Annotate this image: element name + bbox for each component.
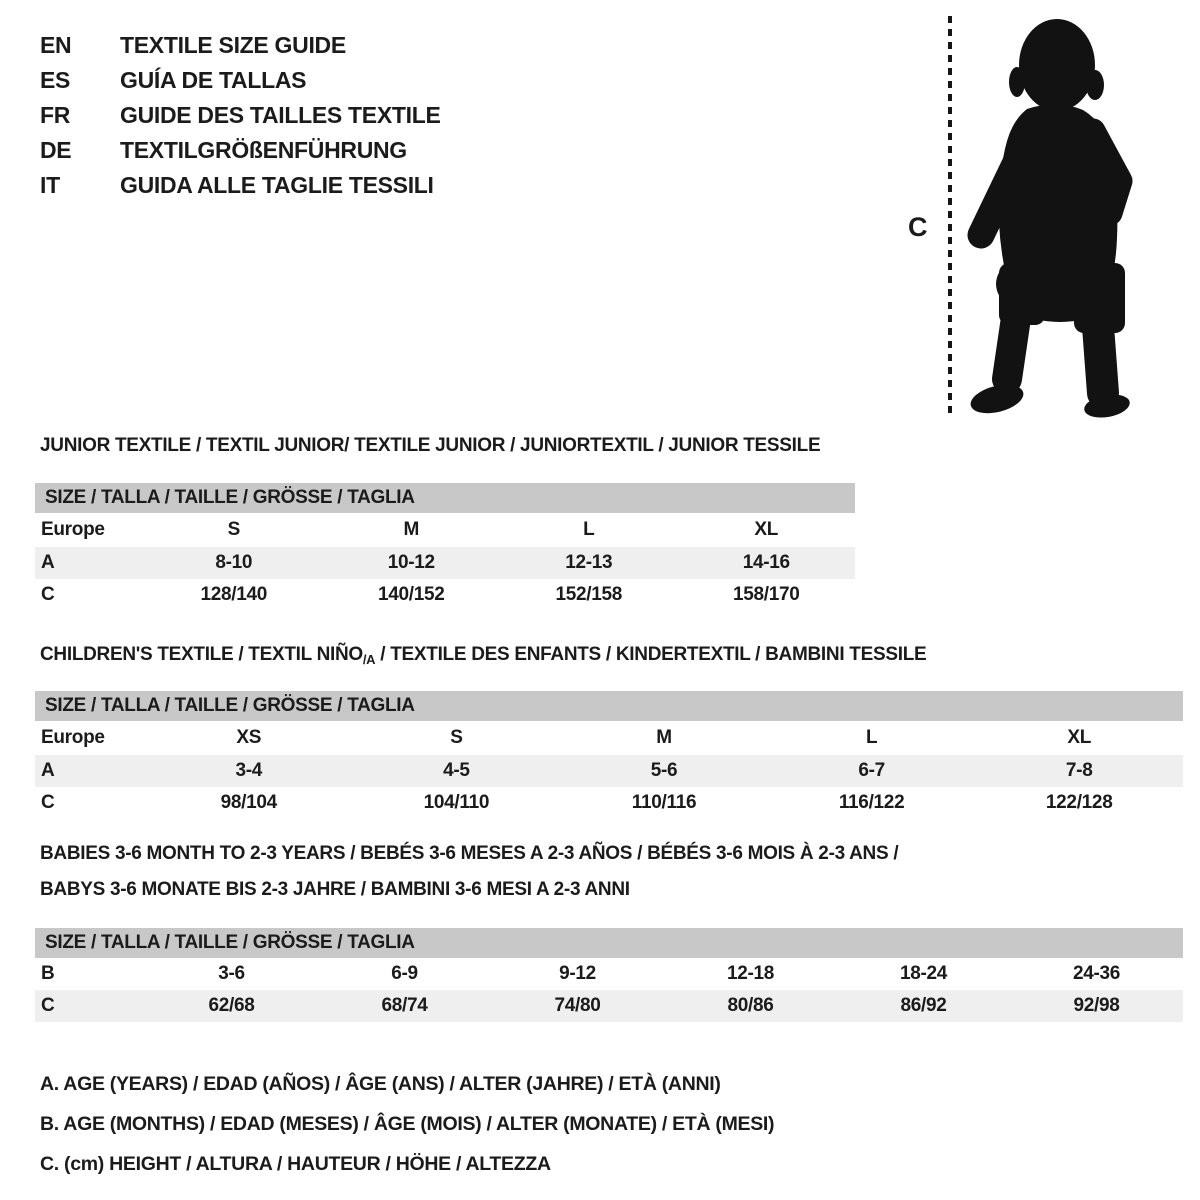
table-cell: 6-9 xyxy=(391,963,418,984)
table-cell: 98/104 xyxy=(220,792,277,813)
table-cell: 12-13 xyxy=(565,552,613,573)
babies-size-table xyxy=(35,928,1183,1022)
language-code: DE xyxy=(40,137,72,163)
table-cell: 3-4 xyxy=(235,760,263,781)
column-header: XL xyxy=(1067,727,1092,748)
guide-title: GUIDE DES TAILLES TEXTILE xyxy=(120,102,441,128)
language-row-en xyxy=(40,28,441,63)
guide-title: TEXTILGRÖßENFÜHRUNG xyxy=(120,137,407,163)
children-title-text: CHILDREN'S TEXTILE / TEXTIL NIÑO xyxy=(40,644,363,665)
table-cell: 80/86 xyxy=(727,995,774,1016)
language-row-de xyxy=(40,133,441,168)
table-row-B xyxy=(35,958,1183,990)
language-row-it xyxy=(40,168,441,203)
language-code: EN xyxy=(40,32,72,58)
row-label: A xyxy=(41,760,55,781)
table-cell: 3-6 xyxy=(218,963,245,984)
table-cell: 122/128 xyxy=(1045,792,1113,813)
row-label: A xyxy=(41,552,55,573)
size-header-bar: SIZE / TALLA / TAILLE / GRÖSSE / TAGLIA xyxy=(35,483,855,513)
column-header: L xyxy=(865,727,878,748)
row-label: C xyxy=(41,584,55,605)
table-cell: 62/68 xyxy=(208,995,255,1016)
children-title-text: / TEXTILE DES ENFANTS / KINDERTEXTIL / BAMBINI TESSILE xyxy=(375,644,927,665)
table-cell: 158/170 xyxy=(732,584,800,605)
row-label: C xyxy=(41,995,55,1016)
legend-line-c: C. (cm) HEIGHT / ALTURA / HAUTEUR / HÖHE / ALTEZZA xyxy=(40,1153,551,1175)
region-label: Europe xyxy=(41,519,105,540)
table-cell: 74/80 xyxy=(554,995,601,1016)
height-measure-line xyxy=(948,16,952,416)
table-cell: 92/98 xyxy=(1073,995,1120,1016)
legend-line-a: A. AGE (YEARS) / EDAD (AÑOS) / ÂGE (ANS) / ALTER (JAHRE) / ETÀ (ANNI) xyxy=(40,1073,721,1095)
babies-section-title xyxy=(40,836,898,908)
table-cell: 5-6 xyxy=(650,760,678,781)
language-row-es xyxy=(40,63,441,98)
babies-title-line1: BABIES 3-6 MONTH TO 2-3 YEARS / BEBÉS 3-6 MESES A 2-3 AÑOS / BÉBÉS 3-6 MOIS À 2-3 ANS / xyxy=(40,843,899,864)
table-cell: 140/152 xyxy=(377,584,445,605)
table-cell: 14-16 xyxy=(742,552,790,573)
table-cell: 24-36 xyxy=(1072,963,1121,984)
babies-title-line2: BABYS 3-6 MONATE BIS 2-3 JAHRE / BAMBINI 3-6 MESI A 2-3 ANNI xyxy=(40,879,630,900)
children-title-subscript: /A xyxy=(362,652,376,667)
column-header: XS xyxy=(236,727,262,748)
guide-title: GUIDA ALLE TAGLIE TESSILI xyxy=(120,172,434,198)
column-header: S xyxy=(450,727,463,748)
region-label: Europe xyxy=(41,727,105,748)
guide-title: TEXTILE SIZE GUIDE xyxy=(120,32,346,58)
table-cell: 10-12 xyxy=(387,552,435,573)
table-row-C xyxy=(35,579,855,611)
table-cell: 152/158 xyxy=(555,584,623,605)
row-label: B xyxy=(41,963,55,984)
column-header-row xyxy=(35,721,1183,755)
children-size-table xyxy=(35,691,1183,819)
table-row-C xyxy=(35,990,1183,1022)
table-row-A xyxy=(35,755,1183,787)
table-cell: 68/74 xyxy=(381,995,428,1016)
column-header: L xyxy=(583,519,595,540)
table-cell: 8-10 xyxy=(215,552,253,573)
legend-line-b: B. AGE (MONTHS) / EDAD (MESES) / ÂGE (MOIS) / ALTER (MONATE) / ETÀ (MESI) xyxy=(40,1113,775,1135)
height-measure-label: C xyxy=(908,212,928,242)
size-header-bar: SIZE / TALLA / TAILLE / GRÖSSE / TAGLIA xyxy=(35,691,1183,721)
column-header: S xyxy=(227,519,240,540)
junior-section-title: JUNIOR TEXTILE / TEXTIL JUNIOR/ TEXTILE JUNIOR / JUNIORTEXTIL / JUNIOR TESSILE xyxy=(40,435,821,456)
table-cell: 12-18 xyxy=(726,963,775,984)
column-header: M xyxy=(403,519,420,540)
table-cell: 7-8 xyxy=(1065,760,1093,781)
language-title-list xyxy=(40,28,441,203)
children-section-title xyxy=(40,644,926,666)
table-cell: 86/92 xyxy=(900,995,947,1016)
language-code: IT xyxy=(40,172,60,198)
table-cell: 116/122 xyxy=(838,792,905,813)
table-row-C xyxy=(35,787,1183,819)
guide-title: GUÍA DE TALLAS xyxy=(120,67,307,93)
row-label: C xyxy=(41,792,55,813)
language-code: ES xyxy=(40,67,71,93)
table-cell: 104/110 xyxy=(423,792,490,813)
table-cell: 128/140 xyxy=(200,584,268,605)
column-header: XL xyxy=(754,519,779,540)
table-cell: 110/116 xyxy=(631,792,697,813)
table-cell: 6-7 xyxy=(858,760,885,781)
size-header-bar: SIZE / TALLA / TAILLE / GRÖSSE / TAGLIA xyxy=(35,928,1183,958)
table-cell: 18-24 xyxy=(899,963,948,984)
measurement-legend xyxy=(40,1064,774,1184)
junior-size-table xyxy=(35,483,855,611)
toddler-silhouette-icon xyxy=(955,13,1140,418)
column-header-row xyxy=(35,513,855,547)
table-row-A xyxy=(35,547,855,579)
column-header: M xyxy=(656,727,672,748)
language-code: FR xyxy=(40,102,71,128)
table-cell: 4-5 xyxy=(443,760,470,781)
table-cell: 9-12 xyxy=(559,963,596,984)
language-row-fr xyxy=(40,98,441,133)
